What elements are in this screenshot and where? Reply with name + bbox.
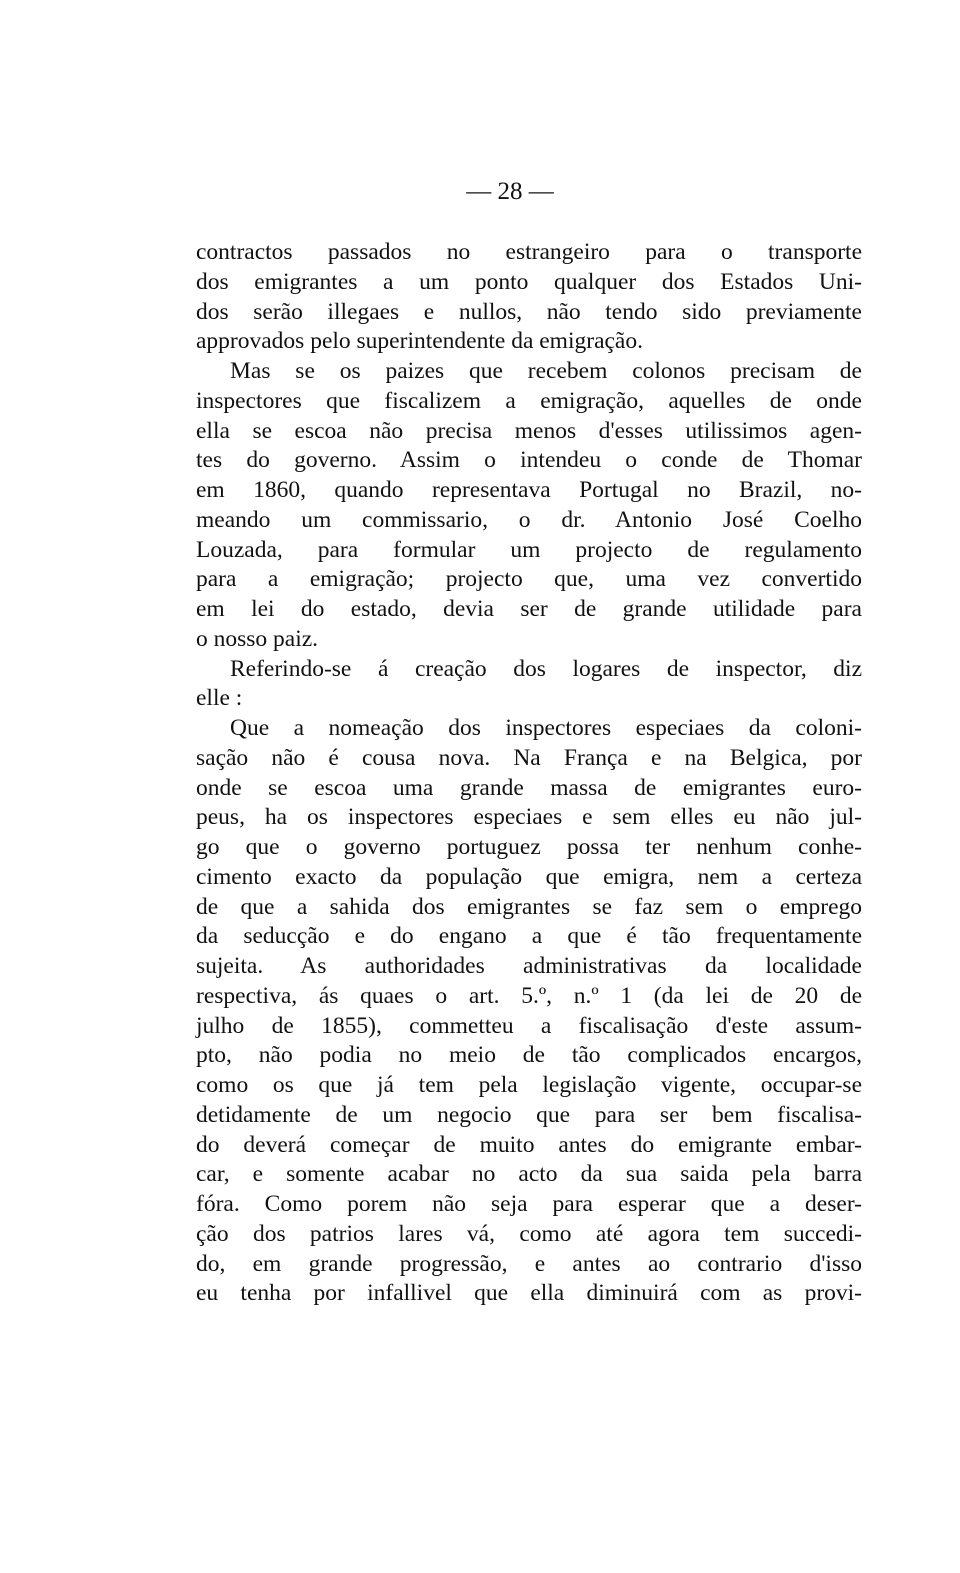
text-line: fóra. Como porem não seja para esperar que a deser- <box>196 1191 862 1217</box>
page-number: — 28 — <box>466 178 554 205</box>
text-line: pto, não podia no meio de tão complicados encargos, <box>196 1042 862 1069</box>
text-line: go que o governo portuguez possa ter nenhum conhe- <box>196 834 862 860</box>
text-line: ção dos patrios lares vá, como até agora tem succedi- <box>196 1220 862 1247</box>
text-line: o nosso paiz. <box>196 625 319 652</box>
text-line: Que a nomeação dos inspectores especiaes da coloni- <box>230 715 862 741</box>
text-line: Referindo-se á creação dos logares de inspector, diz <box>230 655 862 682</box>
text-line: da seducção e do engano a que é tão frequentamente <box>196 923 862 950</box>
text-line: meando um commissario, o dr. Antonio José Coelho <box>196 506 862 533</box>
text-line: em lei do estado, devia ser de grande utilidade para <box>196 596 862 622</box>
text-line: contractos passados no estrangeiro para o transporte <box>196 239 862 265</box>
text-line: ella se escoa não precisa menos d'esses utilissimos agen- <box>196 417 862 444</box>
text-line: elle : <box>196 685 243 712</box>
text-line: inspectores que fiscalizem a emigração, aquelles de onde <box>196 387 862 414</box>
text-line: do deverá começar de muito antes do emigrante embar- <box>196 1131 862 1158</box>
text-line: de que a sahida dos emigrantes se faz sem o emprego <box>196 893 862 920</box>
text-line: cimento exacto da população que emigra, nem a certeza <box>196 863 862 890</box>
text-line: Mas se os paizes que recebem colonos precisam de <box>230 358 862 384</box>
text-line: eu tenha por infallivel que ella diminuirá com as provi- <box>196 1280 862 1307</box>
text-line: julho de 1855), commetteu a fiscalisação d'este assum- <box>196 1012 862 1039</box>
text-line: para a emigração; projecto que, uma vez convertido <box>196 566 862 593</box>
text-line: em 1860, quando representava Portugal no Brazil, no- <box>196 477 862 503</box>
text-line: Louzada, para formular um projecto de regulamento <box>196 536 862 563</box>
text-line: como os que já tem pela legislação vigente, occupar-se <box>196 1072 862 1098</box>
text-line: tes do governo. Assim o intendeu o conde de Thomar <box>196 447 862 474</box>
text-line: car, e somente acabar no acto da sua saida pela barra <box>196 1161 862 1188</box>
text-line: sujeita. As authoridades administrativas da localidade <box>196 953 862 979</box>
text-line: peus, ha os inspectores especiaes e sem elles eu não jul- <box>196 804 862 831</box>
text-line: respectiva, ás quaes o art. 5.º, n.º 1 (da lei de 20 de <box>196 982 862 1009</box>
text-line: approvados pelo superintendente da emigração. <box>196 328 643 355</box>
text-line: onde se escoa uma grande massa de emigrantes euro- <box>196 774 862 801</box>
body-text <box>196 238 862 1309</box>
text-line: detidamente de um negocio que para ser bem fiscalisa- <box>196 1101 862 1128</box>
text-line: do, em grande progressão, e antes ao contrario d'isso <box>196 1250 862 1277</box>
text-line: sação não é cousa nova. Na França e na Belgica, por <box>196 744 862 771</box>
text-line: dos serão illegaes e nullos, não tendo sido previamente <box>196 298 862 325</box>
text-line: dos emigrantes a um ponto qualquer dos Estados Uni- <box>196 268 862 295</box>
